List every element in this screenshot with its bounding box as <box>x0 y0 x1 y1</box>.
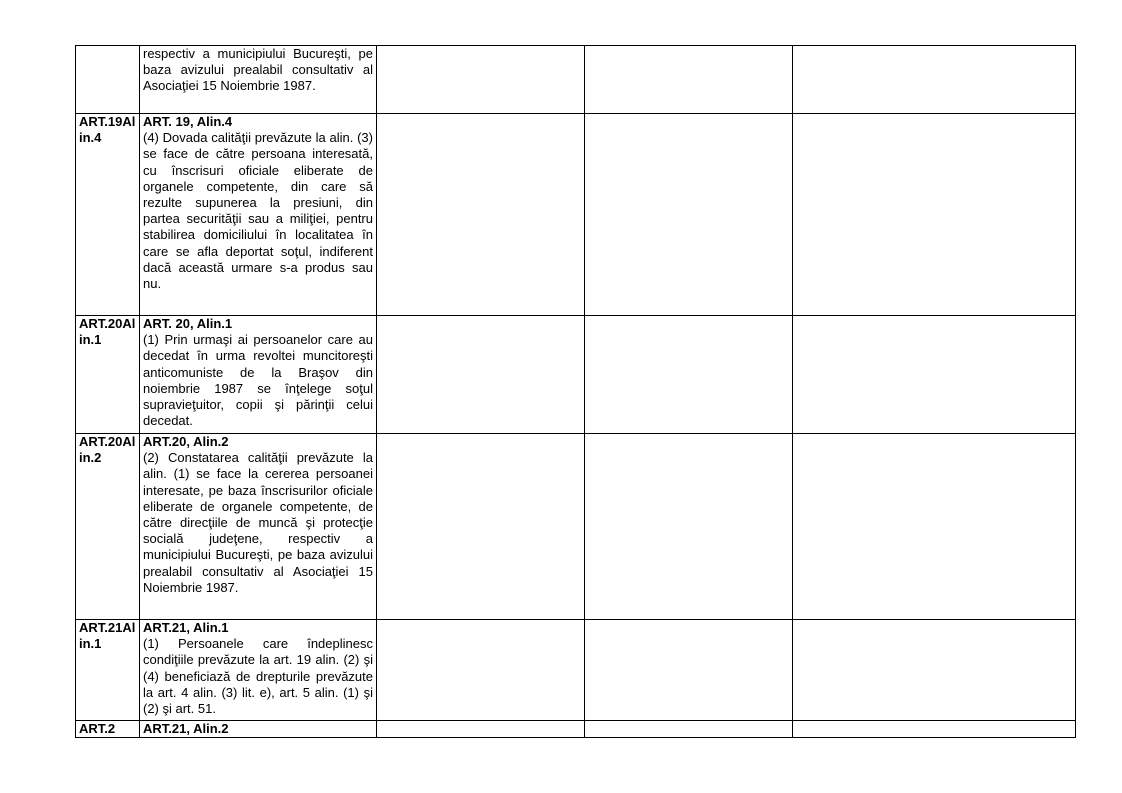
table-row <box>76 316 1076 434</box>
empty-cell <box>585 114 793 316</box>
empty-cell <box>377 114 585 316</box>
empty-cell <box>377 46 585 114</box>
empty-cell <box>377 620 585 721</box>
article-cell: ART.19Alin.4 <box>76 114 140 316</box>
empty-cell <box>793 434 1076 620</box>
empty-cell <box>585 620 793 721</box>
paragraph-text: (2) Constatarea calităţii prevăzute la alin. (1) se face la cererea persoanei interesate, pe baza înscrisurilor oficiale eliberate de organele competente, de către direcţiile de muncă şi protecţie socială judeţene, respectiv a municipiului Bucureşti, pe baza avizului prealabil consultativ al Asociaţiei 15 Noiembrie 1987. <box>143 450 373 595</box>
article-cell: ART.21Alin.1 <box>76 620 140 721</box>
text-cell <box>140 721 377 738</box>
empty-cell <box>377 434 585 620</box>
table-row <box>76 721 1076 738</box>
article-cell <box>76 46 140 114</box>
paragraph-text: (4) Dovada calităţii prevăzute la alin. (3) se face de către persoana interesată, cu înscrisuri oficiale eliberate de organele competente, din care să rezulte supunerea la presiuni, din partea securităţii sau a miliţiei, pentru stabilirea domiciliului în localitatea în care se afla deportat soţul, indiferent dacă această urmare s-a produs sau nu. <box>143 130 373 292</box>
paragraph-text: (1) Persoanele care îndeplinesc condiţiile prevăzute la art. 19 alin. (2) şi (4) beneficiază de drepturile prevăzute la art. 4 alin. (3) lit. e), art. 5 alin. (1) şi (2) şi art. 51. <box>143 636 373 717</box>
table-row <box>76 620 1076 721</box>
table-row <box>76 46 1076 114</box>
article-heading: ART. 20, Alin.1 <box>143 316 233 331</box>
empty-cell <box>377 316 585 434</box>
empty-cell <box>793 114 1076 316</box>
text-cell <box>140 114 377 316</box>
text-cell <box>140 316 377 434</box>
document-table <box>75 45 1076 738</box>
paragraph-text: (1) Prin urmaşi ai persoanelor care au decedat în urma revoltei muncitoreşti anticomuniste de la Braşov din noiembrie 1987 se înţelege soţul supravieţuitor, copii şi părinţii celui decedat. <box>143 332 373 429</box>
article-cell: ART.2 <box>76 721 140 738</box>
article-heading: ART. 19, Alin.4 <box>143 114 233 129</box>
empty-cell <box>377 721 585 738</box>
article-heading: ART.21, Alin.1 <box>143 620 229 635</box>
article-heading: ART.21, Alin.2 <box>143 721 229 736</box>
empty-cell <box>585 721 793 738</box>
article-heading: ART.20, Alin.2 <box>143 434 229 449</box>
text-cell <box>140 620 377 721</box>
table-row <box>76 114 1076 316</box>
table-row <box>76 434 1076 620</box>
empty-cell <box>793 620 1076 721</box>
empty-cell <box>793 721 1076 738</box>
empty-cell <box>585 316 793 434</box>
empty-cell <box>793 46 1076 114</box>
paragraph-text: respectiv a municipiului Bucureşti, pe baza avizului prealabil consultativ al Asociaţiei 15 Noiembrie 1987. <box>143 46 373 94</box>
text-cell <box>140 46 377 114</box>
article-cell: ART.20Alin.2 <box>76 434 140 620</box>
empty-cell <box>793 316 1076 434</box>
text-cell <box>140 434 377 620</box>
article-cell: ART.20Alin.1 <box>76 316 140 434</box>
empty-cell <box>585 434 793 620</box>
empty-cell <box>585 46 793 114</box>
